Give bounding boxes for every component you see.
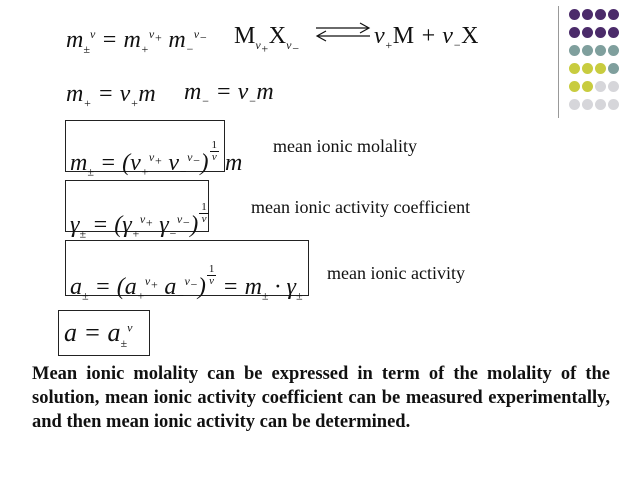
equation-activity: $a = a_\pm^v$ — [64, 318, 133, 351]
decorative-dot — [595, 81, 606, 92]
decorative-dot — [569, 45, 580, 56]
decorative-dot — [595, 9, 606, 20]
equilibrium-arrows-icon — [314, 20, 372, 44]
decorative-dot — [569, 81, 580, 92]
decorative-dot — [569, 63, 580, 74]
decorative-dot-grid — [569, 9, 619, 117]
decorative-dot — [608, 27, 619, 38]
decorative-dot — [569, 9, 580, 20]
equation-mean-activity-coefficient: $\gamma_\pm = (\gamma_+^{v_+}$ $\gamma_-^{v_-}$) $\frac{1}{v}$ — [70, 201, 207, 241]
label-mean-ionic-activity-coefficient: mean ionic activity coefficient — [251, 197, 471, 217]
decorative-dot — [608, 9, 619, 20]
decorative-dot — [608, 63, 619, 74]
decorative-dot — [569, 99, 580, 110]
equation-cation-molality: $m_+ = v_+m$ — [66, 81, 156, 110]
explanatory-paragraph: Mean ionic molality can be expressed in term of the molality of the solution, mean ionic activity coefficient can be measured experimentally, and then mean ionic activity can be determined. — [32, 364, 610, 432]
decorative-dot — [595, 27, 606, 38]
decorative-dot — [582, 63, 593, 74]
decorative-dot — [582, 99, 593, 110]
label-mean-ionic-molality: mean ionic molality — [273, 136, 417, 156]
decorative-dot — [582, 9, 593, 20]
dissociation-products: $v_+M + v_-X$ — [374, 23, 479, 52]
decorative-dot — [582, 81, 593, 92]
decorative-divider — [558, 6, 559, 118]
decorative-dot — [582, 27, 593, 38]
decorative-dot — [608, 99, 619, 110]
decorative-dot — [595, 45, 606, 56]
decorative-dot — [582, 45, 593, 56]
decorative-dot — [569, 27, 580, 38]
dissociation-reaction: $M_{v_+}X_{v_-}$ — [234, 23, 300, 56]
label-mean-ionic-activity: mean ionic activity — [327, 263, 465, 283]
decorative-dot — [595, 63, 606, 74]
equation-mean-activity: $a_\pm = (a_+^{v_+}$ $a_-^{v_-}$) $\frac{1}{v}$ = $m_\pm \cdot \gamma_\pm$ — [70, 263, 303, 303]
equation-anion-molality: $m_- = v_-m$ — [184, 79, 274, 108]
decorative-dot — [595, 99, 606, 110]
decorative-dot — [608, 81, 619, 92]
decorative-dot — [608, 45, 619, 56]
equation-mean-molality: $m_\pm = (v_+^{v_+}$ $v_-^{v_-}$) $\frac{1}{v}$ m — [70, 139, 243, 179]
equation-mean-molality-definition: $m_\pm^v = m_+^{v_+}$ $m_-^{v_-}$ — [66, 27, 208, 56]
